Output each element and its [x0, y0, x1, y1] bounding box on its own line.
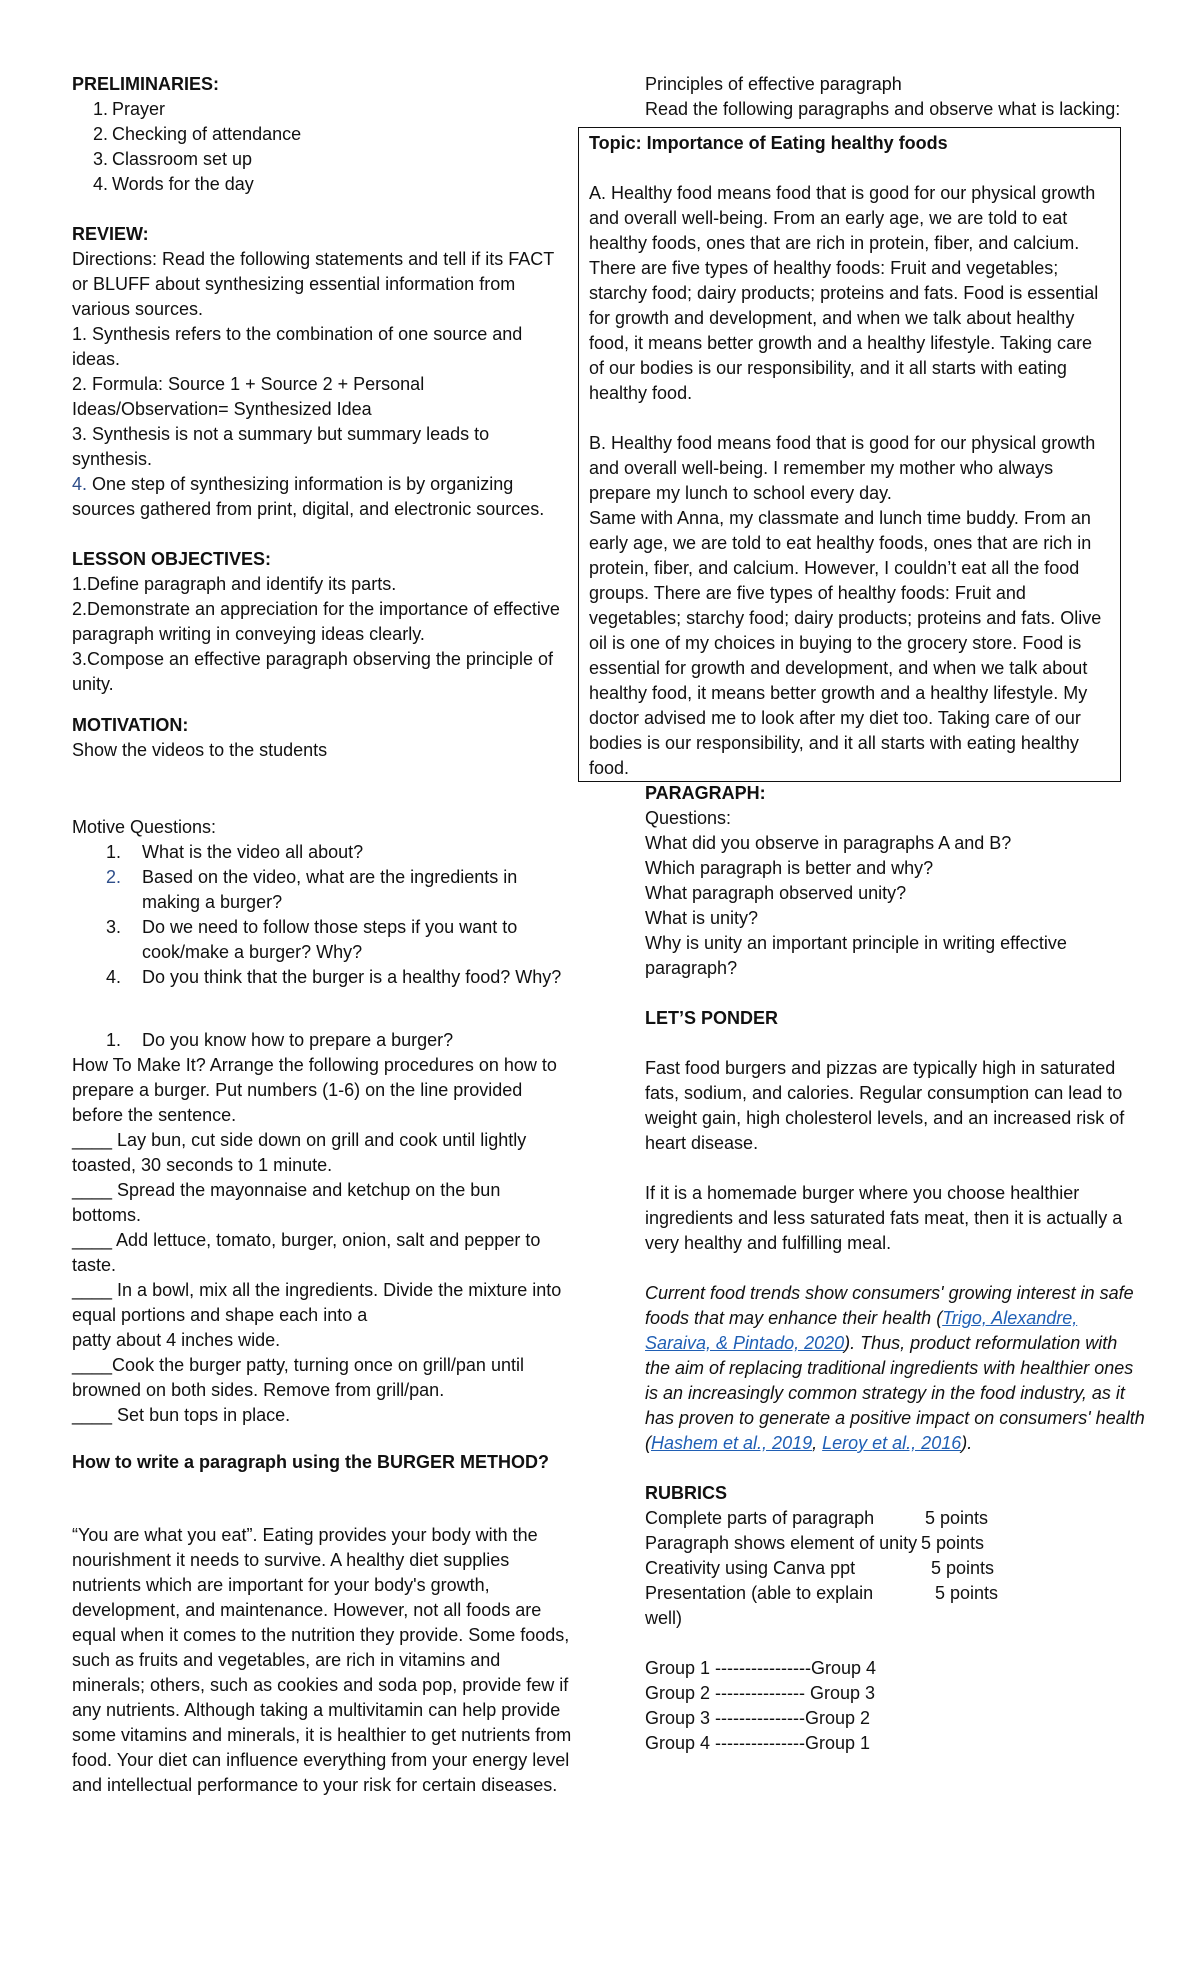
text-line: patty about 4 inches wide.: [72, 1330, 281, 1350]
text-line: food, it means better growth and a healthy lifestyle. Taking care: [589, 333, 1092, 353]
burger-method-heading: How to write a paragraph using the BURGER METHOD?: [72, 1452, 550, 1472]
table-row: Presentation (able to explain 5 points: [645, 1583, 999, 1603]
text-line: doctor advised me to look after my diet too. Taking care of our: [589, 708, 1081, 728]
text-line: development, and maintenance. However, not all foods are: [72, 1600, 542, 1620]
list-item: Group 1 ----------------Group 4: [645, 1658, 876, 1678]
list-item: 2. Checking of attendance: [92, 124, 302, 144]
text-line: If it is a homemade burger where you choose healthier: [645, 1183, 1080, 1203]
text-line: and overall well-being. I remember my mother who always: [589, 458, 1054, 478]
list-item: 1. Prayer: [92, 99, 166, 119]
table-row: Paragraph shows element of unity 5 points: [645, 1533, 985, 1553]
text-line: bodies is our responsibility, and it all starts with eating healthy: [589, 733, 1079, 753]
text-line: various sources.: [72, 299, 204, 319]
text-line: paragraph writing in conveying ideas clearly.: [72, 624, 425, 644]
text-line: taste.: [72, 1255, 117, 1275]
list-item: Group 2 --------------- Group 3: [645, 1683, 875, 1703]
text-line: foods that may enhance their health (Trigo, Alexandre,: [645, 1308, 1078, 1328]
text-line: prepare my lunch to school every day.: [589, 483, 892, 503]
text-line: 2. Formula: Source 1 + Source 2 + Personal: [72, 374, 425, 394]
text-line: protein, fiber, and calcium. However, I couldn’t eat all the food: [589, 558, 1080, 578]
text-line: well): [645, 1608, 683, 1628]
text-line: vegetables; starchy food; dairy products; proteins and fats. Olive: [589, 608, 1102, 628]
preliminaries-heading: PRELIMINARIES:: [72, 74, 220, 94]
text-line: How To Make It? Arrange the following procedures on how to: [72, 1055, 557, 1075]
text-line: sources gathered from print, digital, and electronic sources.: [72, 499, 545, 519]
paragraph-b: [589, 431, 1110, 781]
rubrics-table: [645, 1506, 1150, 1631]
preliminaries-list: [72, 97, 572, 197]
text-line: 4. One step of synthesizing information is by organizing: [72, 474, 514, 494]
text-line: Which paragraph is better and why?: [645, 858, 934, 878]
ponder-citation-paragraph: [645, 1281, 1165, 1456]
objectives-body: [72, 572, 572, 697]
text-line: or BLUFF about synthesizing essential information from: [72, 274, 516, 294]
text-line: What is unity?: [645, 908, 759, 928]
list-item: Group 4 ---------------Group 1: [645, 1733, 870, 1753]
text-line: any nutrients. Although taking a multivitamin can help provide: [72, 1700, 561, 1720]
citation-link-trigo-cont[interactable]: Saraiva, & Pintado, 2020: [645, 1333, 845, 1353]
text-line: for growth and development, and when we talk about healthy: [589, 308, 1075, 328]
citation-link-leroy[interactable]: Leroy et al., 2016: [822, 1433, 962, 1453]
text-line: 3. Synthesis is not a summary but summary leads to synthesis.: [72, 424, 490, 469]
text-line: “You are what you eat”. Eating provides your body with the: [72, 1525, 538, 1545]
list-item: 2. Based on the video, what are the ingredients in making a burger?: [106, 867, 518, 912]
motivation-text: Show the videos to the students: [72, 740, 328, 760]
text-line: some vitamins and minerals, it is healthier to get nutrients from: [72, 1725, 572, 1745]
text-line: ideas.: [72, 349, 121, 369]
text-line: What paragraph observed unity?: [645, 883, 907, 903]
rubrics-heading: RUBRICS: [645, 1483, 728, 1503]
text-line: There are five types of healthy foods: Fruit and vegetables;: [589, 258, 1059, 278]
text-line: nourishment it needs to survive. A healthy diet supplies: [72, 1550, 510, 1570]
citation-link-hashem[interactable]: Hashem et al., 2019: [651, 1433, 813, 1453]
text-line: unity.: [72, 674, 114, 694]
list-item: 4. Words for the day: [92, 174, 254, 194]
text-line: heart disease.: [645, 1133, 759, 1153]
text-line: healthy food, it means better growth and a healthy lifestyle. My: [589, 683, 1088, 703]
text-line: 2.Demonstrate an appreciation for the importance of effective: [72, 599, 560, 619]
text-line: Current food trends show consumers' growing interest in safe: [645, 1283, 1134, 1303]
list-item: 1. What is the video all about?: [106, 842, 364, 862]
text-line: food. Your diet can influence everything from your energy level: [72, 1750, 570, 1770]
text-line: Directions: Read the following statements and tell if its FACT: [72, 249, 555, 269]
paragraph-comparison-box: [578, 127, 1121, 782]
text-line: 3.Compose an effective paragraph observing the principle of: [72, 649, 553, 669]
table-row: Complete parts of paragraph 5 points: [645, 1508, 989, 1528]
paragraph-questions: [590, 781, 1150, 1756]
text-line: ____ In a bowl, mix all the ingredients. Divide the mixture into: [72, 1280, 562, 1300]
paragraph-heading: PARAGRAPH:: [645, 783, 766, 803]
text-line: before the sentence.: [72, 1105, 237, 1125]
text-line: paragraph?: [645, 958, 738, 978]
text-line: Same with Anna, my classmate and lunch time buddy. From an: [589, 508, 1091, 528]
text-line: What did you observe in paragraphs A and B?: [645, 833, 1012, 853]
text-line: starchy food; dairy products; proteins and fats. Food is essential: [589, 283, 1099, 303]
text-line: browned on both sides. Remove from grill/pan.: [72, 1380, 445, 1400]
ponder-paragraph-2: [645, 1181, 1150, 1256]
list-item: 3. Do we need to follow those steps if you want to cook/make a burger? Why?: [106, 917, 518, 962]
text-line: ____ Set bun tops in place.: [72, 1405, 291, 1425]
text-line: and overall well-being. From an early age, we are told to eat: [589, 208, 1068, 228]
text-line: oil is one of my choices in buying to the grocery store. Food is: [589, 633, 1082, 653]
list-item: Group 3 ---------------Group 2: [645, 1708, 870, 1728]
review-heading: REVIEW:: [72, 224, 149, 244]
motivation-heading: MOTIVATION:: [72, 715, 189, 735]
text-line: ____ Lay bun, cut side down on grill and cook until lightly: [72, 1130, 527, 1150]
text-line: Ideas/Observation= Synthesized Idea: [72, 399, 372, 419]
text-line: essential for growth and development, and when we talk about: [589, 658, 1088, 678]
text-line: 1.Define paragraph and identify its parts.: [72, 574, 397, 594]
text-line: such as fruits and vegetables, are rich in vitamins and: [72, 1650, 501, 1670]
text-line: ____ Spread the mayonnaise and ketchup on the bun bottoms.: [72, 1180, 501, 1225]
text-line: and intellectual performance to your risk for certain diseases.: [72, 1775, 558, 1795]
text-line: fats, sodium, and calories. Regular consumption can lead to: [645, 1083, 1123, 1103]
text-line: toasted, 30 seconds to 1 minute.: [72, 1155, 333, 1175]
text-line: ____Cook the burger patty, turning once on grill/pan until: [72, 1355, 524, 1375]
box-topic: Topic: Importance of Eating healthy foods: [589, 133, 948, 153]
text-line: nutrients which are important for your body's growth,: [72, 1575, 490, 1595]
review-body: [72, 247, 572, 522]
text-line: 1. Synthesis refers to the combination of one source and: [72, 324, 523, 344]
quote-paragraph: [72, 1523, 572, 1798]
text-line: weight gain, high cholesterol levels, and an increased risk of: [645, 1108, 1125, 1128]
text-line: has proven to generate a positive impact on consumers' health: [645, 1408, 1145, 1428]
text-line: B. Healthy food means food that is good for our physical growth: [589, 433, 1096, 453]
text-line: Read the following paragraphs and observe what is lacking:: [645, 99, 1121, 119]
text-line: Questions:: [645, 808, 732, 828]
text-line: is an increasingly common strategy in the food industry, as it: [645, 1383, 1125, 1403]
prepare-body: [72, 1053, 572, 1428]
text-line: healthy food.: [589, 383, 693, 403]
text-line: very healthy and fulfilling meal.: [645, 1233, 892, 1253]
group-pairs: [645, 1656, 1150, 1756]
text-line: minerals; others, such as cookies and soda pop, provide few if: [72, 1675, 569, 1695]
text-line: prepare a burger. Put numbers (1-6) on the line provided: [72, 1080, 523, 1100]
intro: [590, 72, 1150, 122]
text-line: Principles of effective paragraph: [645, 74, 902, 94]
list-item: 3. Classroom set up: [92, 149, 253, 169]
left-column: [72, 72, 572, 1798]
text-line: food.: [589, 758, 630, 778]
text-line: of our bodies is our responsibility, and it all starts with eating: [589, 358, 1067, 378]
ponder-paragraph-1: [645, 1056, 1150, 1156]
objectives-heading: LESSON OBJECTIVES:: [72, 549, 272, 569]
table-row: Creativity using Canva ppt 5 points: [645, 1558, 995, 1578]
text-line: A. Healthy food means food that is good for our physical growth: [589, 183, 1096, 203]
text-line: Saraiva, & Pintado, 2020). Thus, product reformulation with: [645, 1333, 1118, 1353]
text-line: Fast food burgers and pizzas are typically high in saturated: [645, 1058, 1116, 1078]
text-line: ____ Add lettuce, tomato, burger, onion, salt and pepper to: [72, 1230, 541, 1250]
citation-link-trigo[interactable]: Trigo, Alexandre,: [942, 1308, 1078, 1328]
text-line: early age, we are told to eat healthy foods, ones that are rich in: [589, 533, 1092, 553]
motive-heading: Motive Questions:: [72, 817, 217, 837]
right-column: [590, 72, 1150, 1756]
text-line: equal when it comes to the nutrition they provide. Some foods,: [72, 1625, 570, 1645]
text-line: the aim of replacing traditional ingredients with healthier ones: [645, 1358, 1134, 1378]
paragraph-a: [589, 181, 1110, 406]
list-item: 1. Do you know how to prepare a burger?: [106, 1030, 454, 1050]
text-line: equal portions and shape each into a: [72, 1305, 368, 1325]
text-line: healthy foods, ones that are rich in protein, fiber, and calcium.: [589, 233, 1080, 253]
text-line: Why is unity an important principle in writing effective: [645, 933, 1067, 953]
list-item: 4. Do you think that the burger is a healthy food? Why?: [106, 967, 562, 987]
text-line: ingredients and less saturated fats meat, then it is actually a: [645, 1208, 1123, 1228]
text-line: groups. There are five types of healthy foods: Fruit and: [589, 583, 1026, 603]
motive-list: [72, 840, 572, 990]
text-line: (Hashem et al., 2019, Leroy et al., 2016).: [645, 1433, 973, 1453]
ponder-heading: LET’S PONDER: [645, 1008, 779, 1028]
